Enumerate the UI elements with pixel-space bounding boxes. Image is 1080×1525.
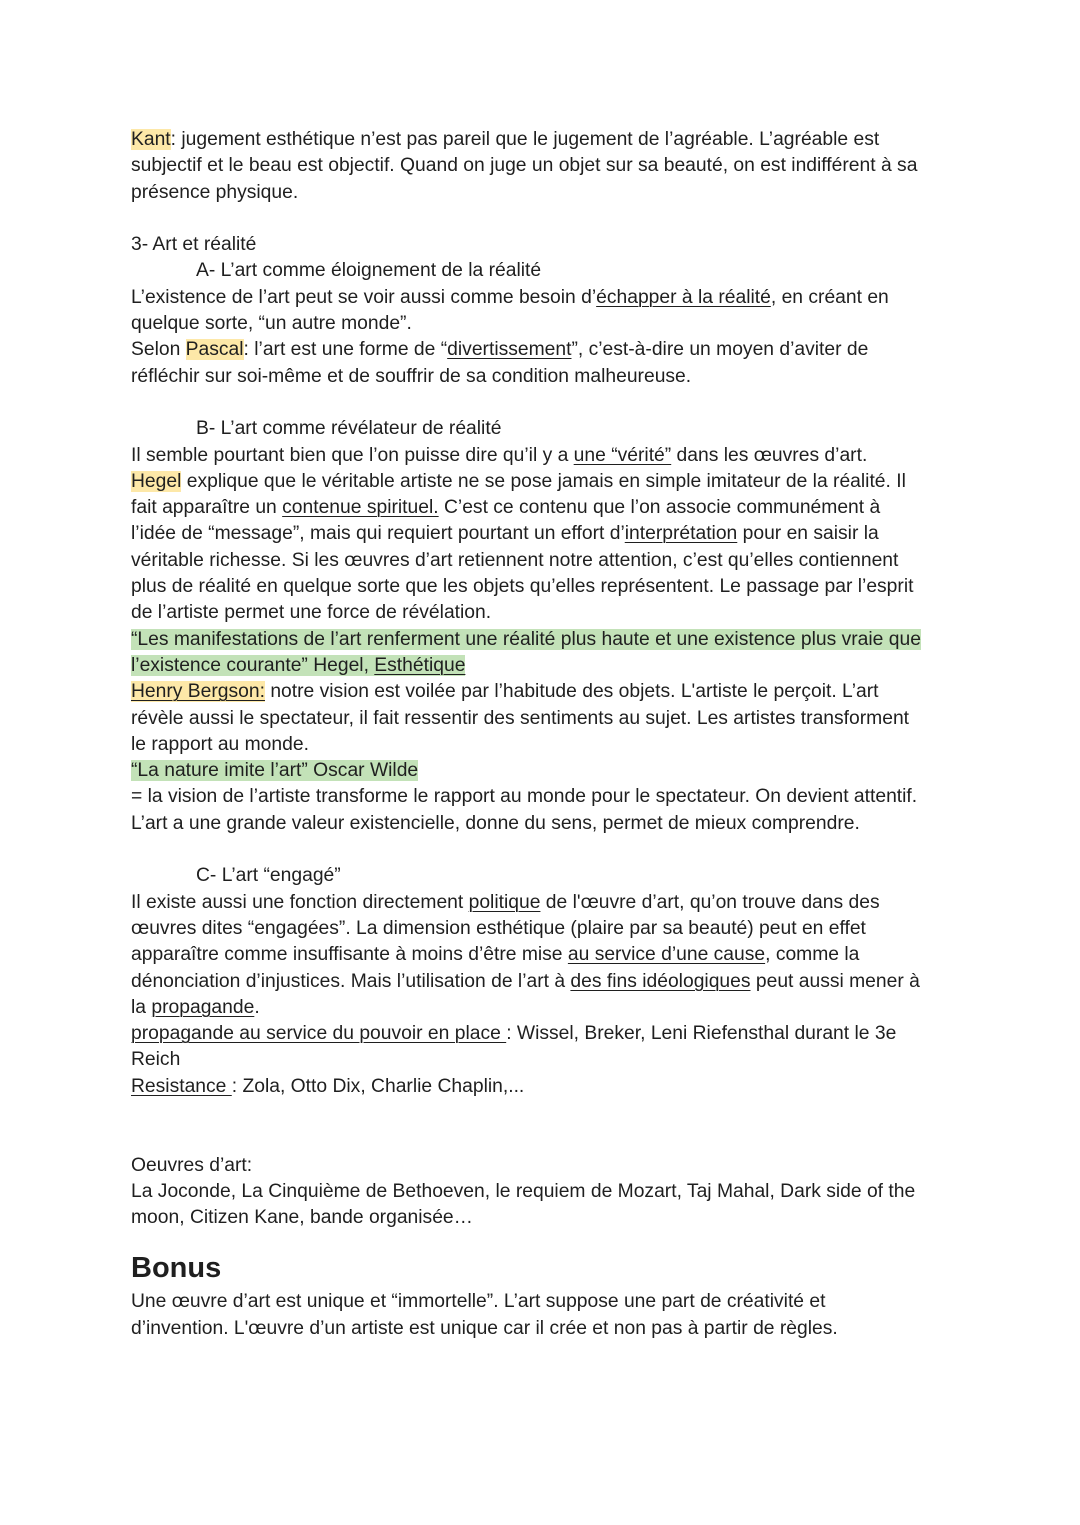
subsection-c-text: Il existe aussi une fonction directement politique de l'œuvre d’art, qu’on trouve dans des œuvres dites “engagées”. La dimension esthétique (plaire par sa beauté) peut en effet apparaître comme insuffisante à moins d’être mise au service d’une cause, comme la dénonciation d’injustices. Mais l’utilisation de l’art à des fins idéologiques peut aussi mener à la propagande. propagande au service du pouvoir en place : Wissel, Breker, Leni Riefensthal durant le 3e Reich Resistance : Zola, Otto Dix, Charlie Chaplin,...	[131, 891, 920, 1097]
artworks-title: Oeuvres d’art:	[131, 1154, 253, 1176]
author-highlight-hegel: Hegel	[131, 470, 182, 492]
subsection-b-text: Il semble pourtant bien que l’on puisse dire qu’il y a une “vérité” dans les œuvres d’art. Hegel explique que le véritable artiste ne se pose jamais en simple imitateur de la réalité. Il fait apparaître un contenue spirituel. C’est ce contenu que l’on associe communément à l’idée de “message”, mais qui requiert pourtant un effort d’interprétation pour en saisir la véritable richesse. Si les œuvres d’art retiennent notre attention, c’est qu’elles contiennent plus de réalité en quelque sorte que les objets qu’elles représentent. Le passage par l’esprit de l’artiste permet une force de révélation. “Les manifestations de l’art renferment une réalité plus haute et une existence plus vraie que l’existence courante” Hegel, Esthétique Henry Bergson: notre vision est voilée par l’habitude des objets. L'artiste le perçoit. L’art révèle aussi le spectateur, il fait ressentir des sentiments au sujet. Les artistes transforment le rapport au monde. “La nature imite l’art” Oscar Wilde = la vision de l’artiste transforme le rapport au monde pour le spectateur. On devient attentif. L’art a une grande valeur existencielle, donne du sens, permet de mieux comprendre.	[131, 443, 960, 837]
bonus-text: Une œuvre d’art est unique et “immortelle”. L’art suppose une part de créativité et d’invention. L'œuvre d’un artiste est unique car il crée et non pas à partir de règles.	[131, 1291, 838, 1339]
subsection-b-title: B- L’art comme révélateur de réalité	[196, 418, 502, 440]
subsection-a-text: L’existence de l’art peut se voir aussi comme besoin d’échapper à la réalité, en créant en quelque sorte, “un autre monde”. Selon Pascal: l’art est une forme de “divertissement”, c’est-à-dire un moyen d’aviter de réfléchir sur soi-même et de souffrir de sa condition malheureuse.	[131, 286, 889, 387]
quote-hegel: “Les manifestations de l’art renferment une réalité plus haute et une existence plus vraie que	[131, 628, 921, 650]
quote-wilde: “La nature imite l’art” Oscar Wilde	[131, 760, 419, 782]
author-highlight-pascal: Pascal	[185, 339, 244, 361]
bonus-heading: Bonus	[131, 1252, 222, 1285]
artworks-list: Oeuvres d’art: La Joconde, La Cinquième de Bethoeven, le requiem de Mozart, Taj Mahal, Dark side of the moon, Citizen Kane, bande organisée…	[131, 1153, 960, 1232]
subsection-a-title: A- L’art comme éloignement de la réalité	[196, 260, 542, 282]
kant-paragraph: Kant: jugement esthétique n’est pas pareil que le jugement de l’agréable. L’agréable est subjectif et le beau est objectif. Quand on juge un objet sur sa beauté, on est indifférent à sa présence physique.	[131, 129, 918, 203]
author-highlight-bergson: Henry Bergson:	[131, 681, 265, 703]
section-title: 3- Art et réalité	[131, 234, 257, 256]
subsection-c-title: C- L’art “engagé”	[196, 865, 341, 887]
author-highlight-kant: Kant	[131, 129, 171, 150]
